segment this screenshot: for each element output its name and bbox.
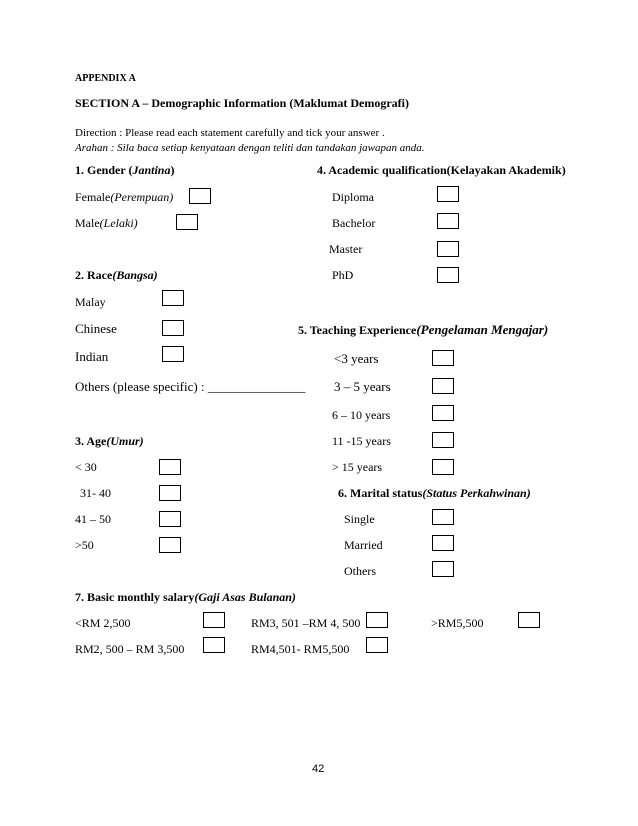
checkbox-lt3-years[interactable] <box>432 350 454 366</box>
option-salary-2500-3500: RM2, 500 – RM 3,500 <box>75 642 185 656</box>
checkbox-salary-2500-3500[interactable] <box>203 637 225 653</box>
direction-text: Direction : Please read each statement carefully and tick your answer . <box>75 127 385 139</box>
checkbox-age-31-40[interactable] <box>159 485 181 501</box>
checkbox-female[interactable] <box>189 188 211 204</box>
option-salary-4501-5500: RM4,501- RM5,500 <box>251 642 350 656</box>
checkbox-age-41-50[interactable] <box>159 511 181 527</box>
q5-heading: 5. Teaching Experience(Pengelaman Mengajar) <box>298 322 549 337</box>
option-6-10-years: 6 – 10 years <box>332 408 391 422</box>
checkbox-phd[interactable] <box>437 267 459 283</box>
checkbox-gt15-years[interactable] <box>432 459 454 475</box>
option-marital-others: Others <box>344 564 376 578</box>
option-age-41-50: 41 – 50 <box>75 512 111 526</box>
q4-heading: 4. Academic qualification(Kelayakan Akademik) <box>317 163 566 177</box>
checkbox-11-15-years[interactable] <box>432 432 454 448</box>
checkbox-salary-4501-5500[interactable] <box>366 637 388 653</box>
option-bachelor: Bachelor <box>332 216 376 230</box>
q6-heading: 6. Marital status(Status Perkahwinan) <box>338 486 531 500</box>
option-male: Male(Lelaki) <box>75 216 138 230</box>
q7-heading: 7. Basic monthly salary(Gaji Asas Bulanan) <box>75 590 296 604</box>
section-title: SECTION A – Demographic Information (Maklumat Demografi) <box>75 96 409 110</box>
checkbox-malay[interactable] <box>162 290 184 306</box>
checkbox-married[interactable] <box>432 535 454 551</box>
option-age-31-40: 31- 40 <box>80 486 111 500</box>
q3-heading: 3. Age(Umur) <box>75 434 144 448</box>
checkbox-bachelor[interactable] <box>437 213 459 229</box>
checkbox-marital-others[interactable] <box>432 561 454 577</box>
checkbox-age-lt30[interactable] <box>159 459 181 475</box>
option-others-specify: Others (please specific) : _______________ <box>75 379 306 394</box>
option-11-15-years: 11 -15 years <box>332 434 391 448</box>
option-female: Female(Perempuan) <box>75 190 174 204</box>
q2-heading: 2. Race(Bangsa) <box>75 268 158 282</box>
checkbox-male[interactable] <box>176 214 198 230</box>
checkbox-3-5-years[interactable] <box>432 378 454 394</box>
option-age-gt50: >50 <box>75 538 94 552</box>
checkbox-diploma[interactable] <box>437 186 459 202</box>
option-single: Single <box>344 512 375 526</box>
checkbox-master[interactable] <box>437 241 459 257</box>
option-lt3-years: <3 years <box>334 351 379 366</box>
option-salary-3501-4500: RM3, 501 –RM 4, 500 <box>251 616 361 630</box>
checkbox-indian[interactable] <box>162 346 184 362</box>
option-phd: PhD <box>332 268 354 282</box>
page-number: 42 <box>312 763 325 775</box>
option-diploma: Diploma <box>332 190 374 204</box>
q1-heading: 1. Gender (Jantina) <box>75 163 175 177</box>
arahan-text: Arahan : Sila baca setiap kenyataan dengan teliti dan tandakan jawapan anda. <box>75 142 425 154</box>
checkbox-salary-3501-4500[interactable] <box>366 612 388 628</box>
option-chinese: Chinese <box>75 321 117 336</box>
option-indian: Indian <box>75 349 109 364</box>
option-malay: Malay <box>75 295 106 309</box>
appendix-label: APPENDIX A <box>75 73 136 84</box>
option-salary-gt5500: >RM5,500 <box>431 616 484 630</box>
option-3-5-years: 3 – 5 years <box>334 379 391 394</box>
option-master: Master <box>329 242 363 256</box>
checkbox-single[interactable] <box>432 509 454 525</box>
checkbox-age-gt50[interactable] <box>159 537 181 553</box>
option-salary-lt2500: <RM 2,500 <box>75 616 131 630</box>
checkbox-6-10-years[interactable] <box>432 405 454 421</box>
checkbox-salary-lt2500[interactable] <box>203 612 225 628</box>
checkbox-chinese[interactable] <box>162 320 184 336</box>
option-married: Married <box>344 538 383 552</box>
option-gt15-years: > 15 years <box>332 460 383 474</box>
option-age-lt30: < 30 <box>75 460 97 474</box>
checkbox-salary-gt5500[interactable] <box>518 612 540 628</box>
